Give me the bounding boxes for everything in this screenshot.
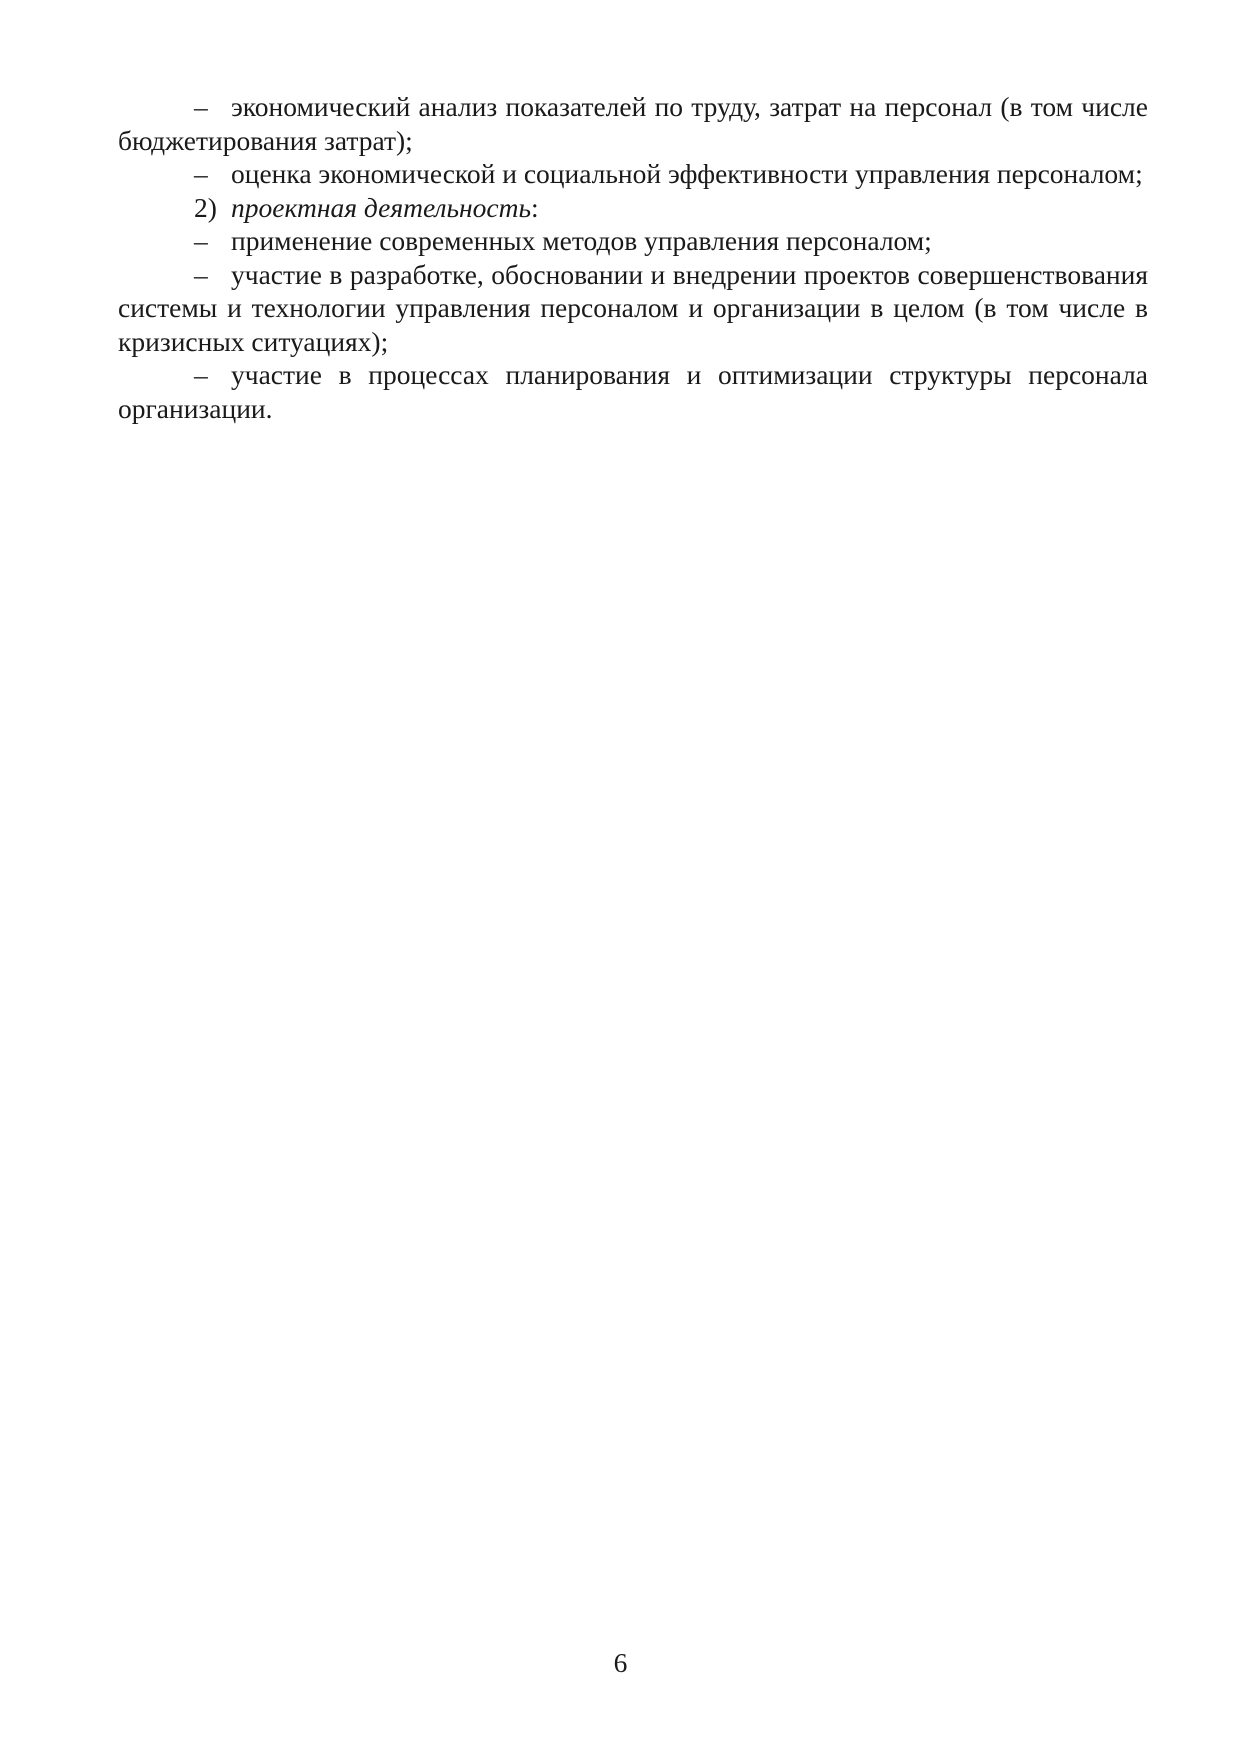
document-body <box>118 90 1148 425</box>
list-dash: – <box>194 158 208 189</box>
list-item-text: участие в процессах планирования и оптимизации структуры персонала организации. <box>118 359 1148 424</box>
list-item <box>118 157 1148 191</box>
list-item <box>118 90 1148 157</box>
list-item-text: участие в разработке, обосновании и внедрении проектов совершенствования системы и технологии управления персоналом и организации в целом (в том числе в кризисных ситуациях); <box>118 258 1148 357</box>
list-item <box>118 358 1148 425</box>
section-number: 2) <box>194 191 217 223</box>
list-dash: – <box>194 258 208 290</box>
list-item-text: применение современных методов управления персоналом; <box>231 225 932 256</box>
list-item-text: экономический анализ показателей по труду, затрат на персонал (в том числе бюджетирования затрат); <box>118 91 1148 156</box>
list-item-text: оценка экономической и социальной эффективности управления персоналом; <box>231 158 1143 189</box>
list-dash: – <box>194 225 208 256</box>
list-dash: – <box>194 359 208 390</box>
list-item <box>118 224 1148 258</box>
page-number: 6 <box>613 1647 628 1678</box>
numbered-section-heading <box>118 191 1148 225</box>
list-item <box>118 258 1148 359</box>
list-dash: – <box>194 91 208 122</box>
section-title: проектная деятельность <box>231 191 531 223</box>
section-title-suffix: : <box>530 191 539 223</box>
